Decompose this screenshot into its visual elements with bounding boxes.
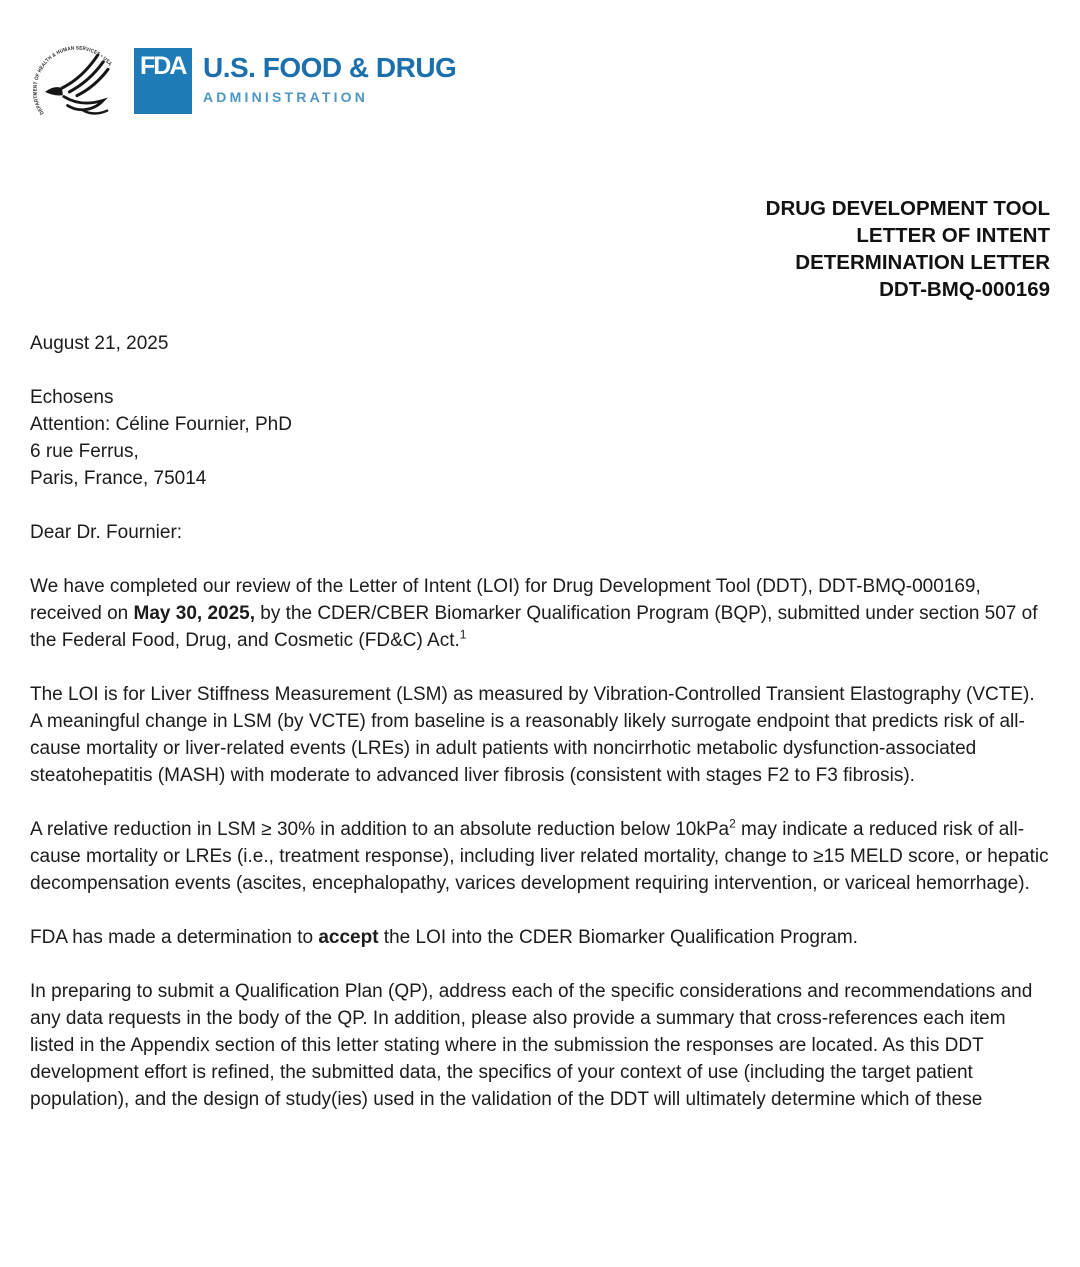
letter-date: August 21, 2025 bbox=[30, 333, 169, 354]
p4-text-post: the LOI into the CDER Biomarker Qualification Program. bbox=[378, 927, 858, 948]
salutation: Dear Dr. Fournier: bbox=[30, 522, 183, 543]
p1-received-date: May 30, 2025, bbox=[133, 603, 255, 624]
paragraph-determination bbox=[30, 924, 1050, 951]
paragraph-loi-description: The LOI is for Liver Stiffness Measurement (LSM) as measured by Vibration-Controlled Transient Elastography (VCTE). A meaningful change in LSM (by VCTE) from baseline is a reasonably likely surrogate endpoint that predicts risk of all-cause mortality or liver-related events (LREs) in adult patients with noncirrhotic metabolic dysfunction-associated steatohepatitis (MASH) with moderate to advanced liver fibrosis (consistent with stages F2 to F3 fibrosis). bbox=[30, 684, 1035, 786]
letterhead bbox=[30, 45, 1050, 137]
hhs-seal-icon bbox=[30, 43, 124, 137]
letter-title-block bbox=[30, 195, 1050, 303]
p3-text-post: may indicate a reduced risk of all-cause mortality or LREs (i.e., treatment response), including liver related mortality, change to ≥15 MELD score, or hepatic decompensation events (ascites, encephalopathy, varices development requiring intervention, or variceal hemorrhage). bbox=[30, 819, 1049, 894]
paragraph-qp-instructions: In preparing to submit a Qualification Plan (QP), address each of the specific considerations and recommendations and any data requests in the body of the QP. In addition, please also provide a summary that cross-references each item listed in the Appendix section of this letter stating where in the submission the responses are located. As this DDT development effort is refined, the submitted data, the specifics of your context of use (including the target patient population), and the design of study(ies) used in the validation of the DDT will ultimately determine which of these bbox=[30, 981, 1033, 1110]
title-line-letter-of-intent: LETTER OF INTENT bbox=[856, 224, 1050, 247]
p1-text-pre: We have completed our review of the Letter of Intent (LOI) for Drug Development Tool (DDT), DDT-BMQ-000169, received on bbox=[30, 576, 981, 624]
fda-logo-text: FDA bbox=[140, 52, 186, 80]
fda-brand-name: U.S. FOOD & DRUG bbox=[203, 52, 457, 83]
title-line-determination-letter: DETERMINATION LETTER bbox=[795, 251, 1050, 274]
fda-logo-icon bbox=[134, 48, 192, 114]
footnote-ref-2: 2 bbox=[729, 816, 736, 831]
p3-text-pre: A relative reduction in LSM ≥ 30% in addition to an absolute reduction below 10kPa bbox=[30, 819, 730, 840]
hhs-eagle-icon bbox=[45, 55, 108, 113]
determination-accept: accept bbox=[318, 927, 379, 948]
p4-text-pre: FDA has made a determination to bbox=[30, 927, 319, 948]
footnote-ref-1: 1 bbox=[459, 627, 467, 642]
recipient-attention: Attention: Céline Fournier, PhD bbox=[30, 414, 292, 435]
recipient-organization: Echosens bbox=[30, 387, 114, 408]
p1-text-post: by the CDER/CBER Biomarker Qualification Program (BQP), submitted under section 507 of the Federal Food, Drug, and Cosmetic (FD&C) Act. bbox=[30, 603, 1038, 651]
paragraph-lsm-reduction bbox=[30, 816, 1050, 897]
recipient-city-country: Paris, France, 75014 bbox=[30, 468, 207, 489]
fda-brand-subtitle: ADMINISTRATION bbox=[203, 89, 369, 105]
fda-brand bbox=[203, 45, 456, 104]
hhs-seal-text: DEPARTMENT OF HEALTH & HUMAN SERVICES • USA bbox=[32, 45, 114, 116]
title-line-drug-development-tool: DRUG DEVELOPMENT TOOL bbox=[765, 197, 1050, 220]
letter-reference-number: DDT-BMQ-000169 bbox=[879, 278, 1050, 301]
recipient-address bbox=[30, 384, 1050, 492]
recipient-street: 6 rue Ferrus, bbox=[30, 441, 139, 462]
paragraph-review-summary bbox=[30, 573, 1050, 654]
